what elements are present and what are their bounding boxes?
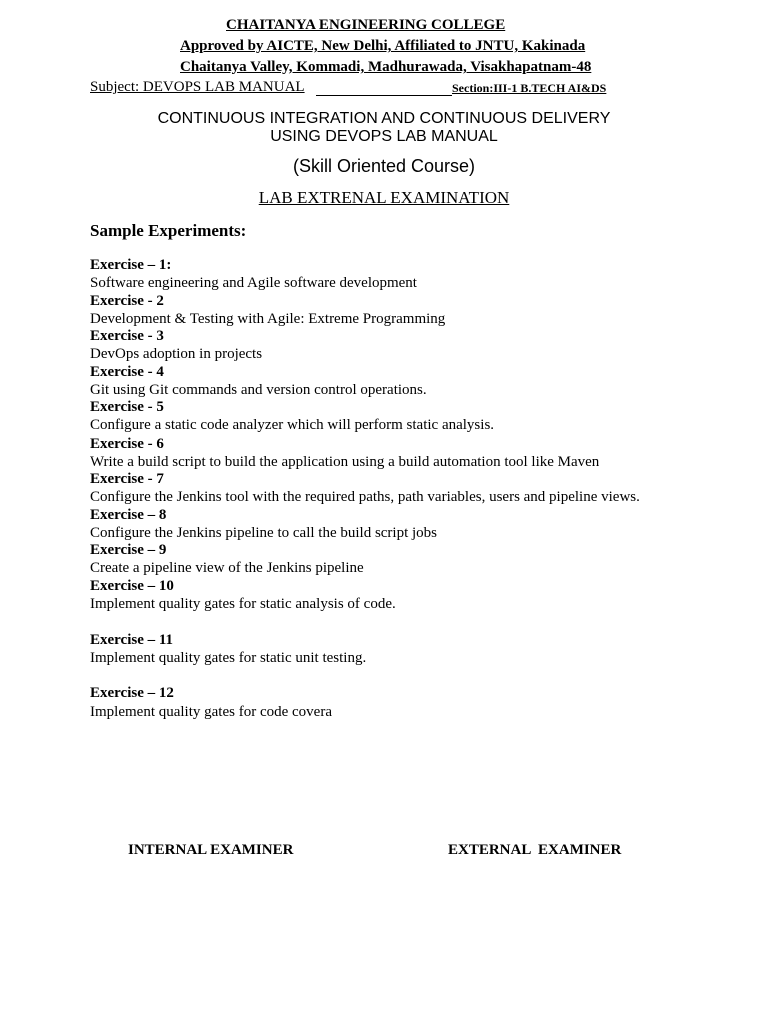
course-type: (Skill Oriented Course) bbox=[292, 156, 476, 176]
college-name: CHAITANYA ENGINEERING COLLEGE bbox=[226, 17, 506, 33]
exercise-description: Implement quality gates for code covera bbox=[90, 704, 332, 720]
college-address: Chaitanya Valley, Kommadi, Madhurawada, Visakhapatnam-48 bbox=[180, 59, 592, 75]
section-text: Section:III-1 B.TECH AI&DS bbox=[452, 81, 607, 95]
exercise-title: Exercise – 11 bbox=[90, 632, 174, 648]
section-underline-gap bbox=[316, 95, 452, 96]
exercise-description: Git using Git commands and version control operations. bbox=[90, 382, 427, 398]
exercise-title: Exercise - 7 bbox=[90, 471, 164, 487]
exercise-description: Implement quality gates for static analysis of code. bbox=[90, 596, 396, 612]
exercise-title: Exercise – 12 bbox=[90, 685, 174, 701]
internal-examiner: INTERNAL EXAMINER bbox=[128, 842, 294, 858]
college-approval: Approved by AICTE, New Delhi, Affiliated to JNTU, Kakinada bbox=[180, 38, 586, 54]
exercise-description: Create a pipeline view of the Jenkins pipeline bbox=[90, 560, 364, 576]
exercise-title: Exercise - 6 bbox=[90, 436, 164, 452]
exercise-description: Implement quality gates for static unit testing. bbox=[90, 650, 367, 666]
exercise-description: DevOps adoption in projects bbox=[90, 346, 263, 362]
exam-heading: LAB EXTRENAL EXAMINATION bbox=[258, 188, 510, 207]
subject-text: Subject: DEVOPS LAB MANUAL bbox=[90, 79, 305, 95]
exercise-description: Configure the Jenkins tool with the required paths, path variables, users and pipeline views. bbox=[90, 489, 640, 505]
exercise-title: Exercise – 9 bbox=[90, 542, 167, 558]
exercise-title: Exercise – 10 bbox=[90, 578, 174, 594]
exercise-description: Configure a static code analyzer which will perform static analysis. bbox=[90, 417, 495, 433]
external-examiner: EXTERNAL EXAMINER bbox=[448, 842, 622, 858]
exercise-title: Exercise - 3 bbox=[90, 328, 164, 344]
exercise-description: Write a build script to build the application using a build automation tool like Maven bbox=[90, 454, 600, 470]
subject-line bbox=[90, 79, 316, 96]
sample-experiments-heading: Sample Experiments: bbox=[90, 221, 247, 240]
exercise-title: Exercise - 4 bbox=[90, 364, 164, 380]
manual-title-line1: CONTINUOUS INTEGRATION AND CONTINUOUS DELIVERY bbox=[157, 110, 611, 127]
manual-title-line2: USING DEVOPS LAB MANUAL bbox=[270, 128, 498, 145]
exercise-description: Development & Testing with Agile: Extreme Programming bbox=[90, 311, 446, 327]
exercise-title: Exercise - 2 bbox=[90, 293, 164, 309]
exercise-description: Software engineering and Agile software development bbox=[90, 275, 417, 291]
exercise-title: Exercise - 5 bbox=[90, 399, 164, 415]
exercise-title: Exercise – 8 bbox=[90, 507, 167, 523]
exercise-title: Exercise – 1: bbox=[90, 257, 172, 273]
exercise-description: Configure the Jenkins pipeline to call the build script jobs bbox=[90, 525, 438, 541]
